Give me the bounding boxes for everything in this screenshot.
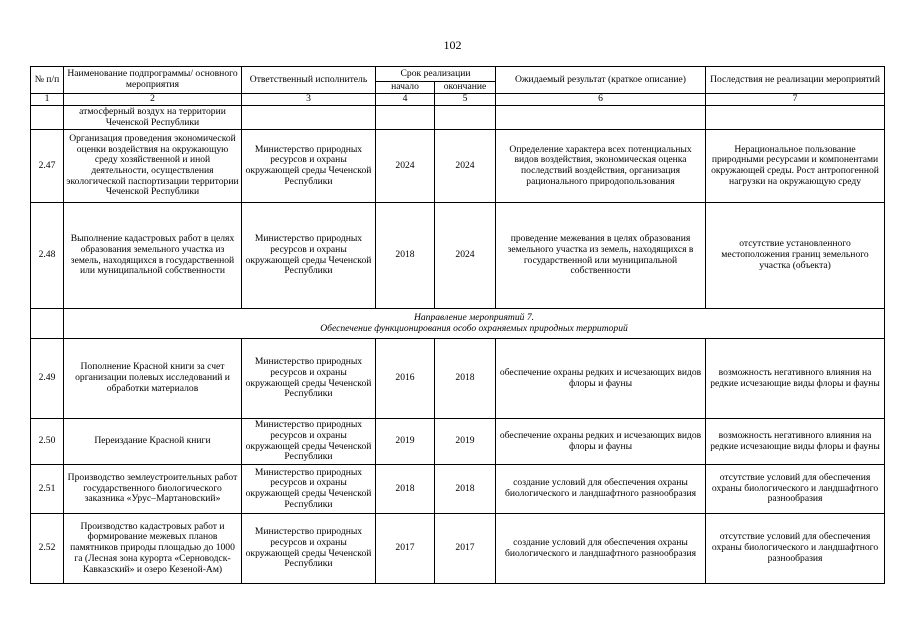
section-title: Направление мероприятий 7.	[413, 311, 535, 323]
header-start: начало	[376, 82, 435, 94]
continuation-text: атмосферный воздух на территории Чеченской Республики	[64, 106, 242, 130]
expected-result: обеспечение охраны редких и исчезающих видов флоры и фауны	[496, 339, 706, 419]
consequences: отсутствие условий для обеспечения охраны биологического и ландшафтного разнообразия	[706, 465, 885, 514]
responsible-executor: Министерство природных ресурсов и охраны окружающей среды Чеченской Республики	[242, 203, 376, 309]
end-year: 2018	[435, 465, 496, 514]
consequences: возможность негативного влияния на редкие исчезающие виды флоры и фауны	[706, 339, 885, 419]
expected-result: создание условий для обеспечения охраны биологического и ландшафтного разнообразия	[496, 465, 706, 514]
column-number: 1	[31, 94, 64, 106]
activity-name: Производство кадастровых работ и формирование межевых планов памятников природы площадью до 1000 га (Лесная зона курорта «Серноводск-Кавказский» и озеро Кезеной-Ам)	[64, 514, 242, 584]
end-year: 2017	[435, 514, 496, 584]
row-number: 2.52	[31, 514, 64, 584]
start-year: 2019	[376, 419, 435, 465]
column-number: 7	[706, 94, 885, 106]
responsible-executor: Министерство природных ресурсов и охраны окружающей среды Чеченской Республики	[242, 130, 376, 203]
activity-name: Организация проведения экономической оценки воздействия на окружающую среду хозяйственной и иной деятельности, осуществления экологической паспортизации территории Чеченской Республики	[64, 130, 242, 203]
header-executor: Ответственный исполнитель	[242, 67, 376, 94]
consequences: отсутствие установленного местоположения границ земельного участка (объекта)	[706, 203, 885, 309]
table-row	[31, 203, 885, 309]
start-year: 2018	[376, 203, 435, 309]
end-year: 2019	[435, 419, 496, 465]
header-term: Срок реализации	[376, 67, 496, 82]
responsible-executor: Министерство природных ресурсов и охраны окружающей среды Чеченской Республики	[242, 465, 376, 514]
activity-name: Производство землеустроительных работ государственного биологического заказника «Урус–Мартановский»	[64, 465, 242, 514]
header-end: окончание	[435, 82, 496, 94]
row-number: 2.48	[31, 203, 64, 309]
column-number: 5	[435, 94, 496, 106]
start-year: 2016	[376, 339, 435, 419]
table-row	[31, 419, 885, 465]
header-name: Наименование подпрограммы/ основного мероприятия	[64, 67, 242, 94]
activities-table	[30, 66, 885, 584]
continuation-row	[31, 106, 885, 130]
expected-result: Определение характера всех потенциальных видов воздействия, экономическая оценка последствий воздействия, организация рационального природопользования	[496, 130, 706, 203]
table-row	[31, 130, 885, 203]
consequences: возможность негативного влияния на редкие исчезающие виды флоры и фауны	[706, 419, 885, 465]
consequences: Нерациональное пользование природными ресурсами и компонентами окружающей среды. Рост антропогенной нагрузки на окружающую среду	[706, 130, 885, 203]
table-row	[31, 465, 885, 514]
section-subtitle: Обеспечение функционирования особо охраняемых природных территорий	[320, 322, 628, 334]
column-number: 3	[242, 94, 376, 106]
header-num: № п/п	[31, 67, 64, 94]
consequences: отсутствие условий для обеспечения охраны биологического и ландшафтного разнообразия	[706, 514, 885, 584]
expected-result: создание условий для обеспечения охраны биологического и ландшафтного разнообразия	[496, 514, 706, 584]
responsible-executor: Министерство природных ресурсов и охраны окружающей среды Чеченской Республики	[242, 339, 376, 419]
column-number-row	[31, 94, 885, 106]
activity-name: Выполнение кадастровых работ в целях образования земельного участка из земель, находящихся в государственной или муниципальной собственности	[64, 203, 242, 309]
expected-result: проведение межевания в целях образования земельного участка из земель, находящихся в государственной или муниципальной собственности	[496, 203, 706, 309]
row-number: 2.51	[31, 465, 64, 514]
end-year: 2018	[435, 339, 496, 419]
column-number: 4	[376, 94, 435, 106]
start-year: 2018	[376, 465, 435, 514]
expected-result: обеспечение охраны редких и исчезающих видов флоры и фауны	[496, 419, 706, 465]
start-year: 2017	[376, 514, 435, 584]
activity-name: Пополнение Красной книги за счет организации полевых исследований и обработки материалов	[64, 339, 242, 419]
row-number: 2.49	[31, 339, 64, 419]
section-row	[31, 309, 885, 339]
row-number: 2.47	[31, 130, 64, 203]
table-row	[31, 339, 885, 419]
header-consequences: Последствия не реализации мероприятий	[706, 67, 885, 94]
responsible-executor: Министерство природных ресурсов и охраны окружающей среды Чеченской Республики	[242, 514, 376, 584]
end-year: 2024	[435, 203, 496, 309]
column-number: 2	[64, 94, 242, 106]
activity-name: Переиздание Красной книги	[64, 419, 242, 465]
header-row-1	[31, 67, 885, 82]
end-year: 2024	[435, 130, 496, 203]
start-year: 2024	[376, 130, 435, 203]
column-number: 6	[496, 94, 706, 106]
section-heading	[64, 309, 885, 339]
responsible-executor: Министерство природных ресурсов и охраны окружающей среды Чеченской Республики	[242, 419, 376, 465]
page-number: 102	[443, 38, 462, 52]
header-result: Ожидаемый результат (краткое описание)	[496, 67, 706, 94]
table-row	[31, 514, 885, 584]
row-number: 2.50	[31, 419, 64, 465]
